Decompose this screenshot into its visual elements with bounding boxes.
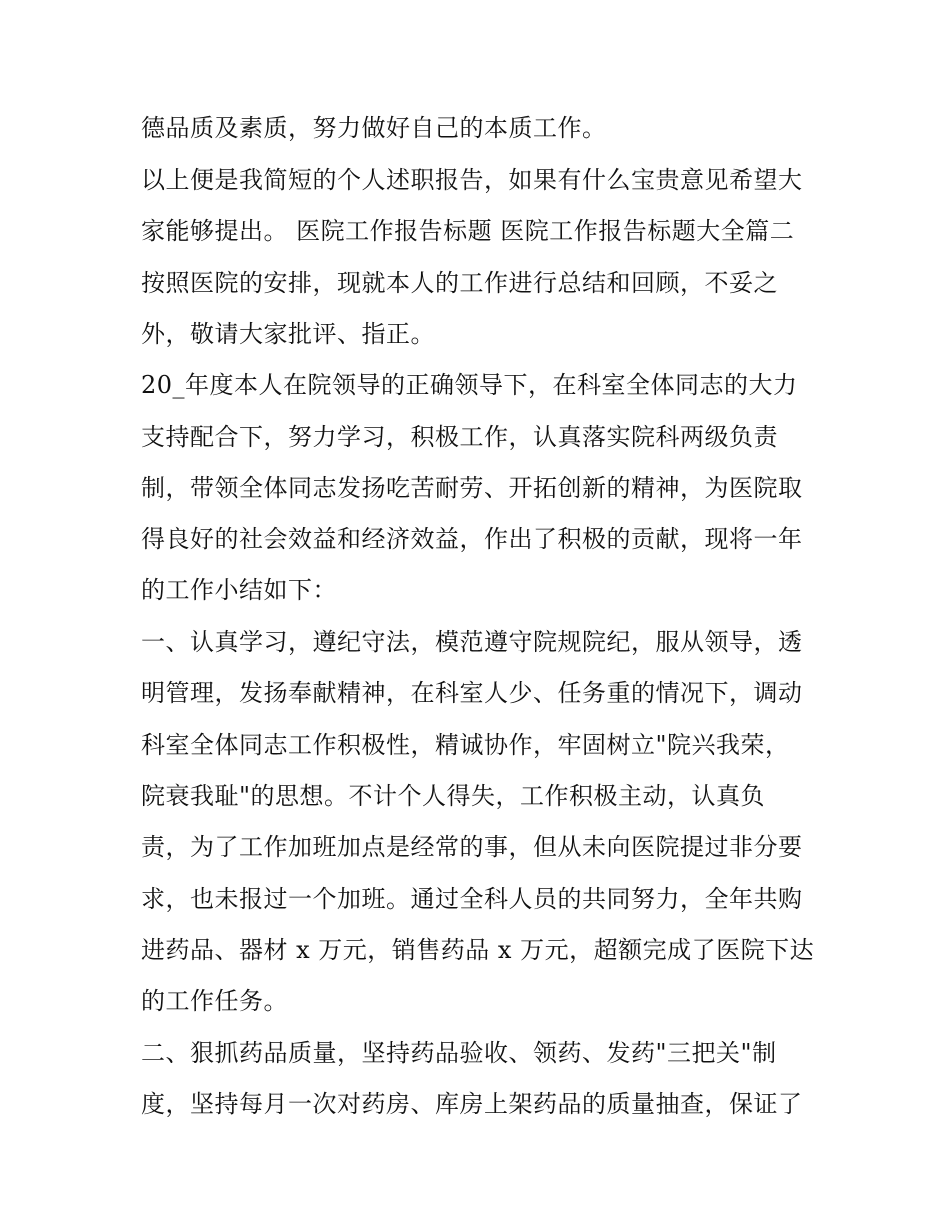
text-line: 按照医院的安排，现就本人的工作进行总结和回顾，不妥之 xyxy=(141,269,778,297)
text-line: 进药品、器材 x 万元，销售药品 x 万元，超额完成了医院下达 xyxy=(141,936,815,964)
text-line: 责，为了工作加班加点是经常的事，但从未向医院提过非分要 xyxy=(141,833,803,861)
text-line: 的工作任务。 xyxy=(141,987,288,1015)
text-line: 家能够提出。 医院工作报告标题 医院工作报告标题大全篇二 xyxy=(141,217,795,245)
text-line: 以上便是我简短的个人述职报告，如果有什么宝贵意见希望大 xyxy=(141,166,803,194)
text-line: 度，坚持每月一次对药房、库房上架药品的质量抽查，保证了 xyxy=(141,1090,803,1118)
text-line: 院衰我耻"的思想。不计个人得失，工作积极主动，认真负 xyxy=(141,782,766,810)
text-line: 科室全体同志工作积极性，精诚协作，牢固树立"院兴我荣， xyxy=(141,731,790,759)
text-line: 求，也未报过一个加班。通过全科人员的共同努力，全年共购 xyxy=(141,885,803,913)
text-line: 一、认真学习，遵纪守法，模范遵守院规院纪，服从领导，透 xyxy=(141,628,803,656)
text-line: 支持配合下，努力学习，积极工作，认真落实院科两级负责 xyxy=(141,423,778,451)
text-line: 制，带领全体同志发扬吃苦耐劳、开拓创新的精神，为医院取 xyxy=(141,474,803,502)
text-line: 德品质及素质，努力做好自己的本质工作。 xyxy=(141,114,607,142)
text-line: 外，敬请大家批评、指正。 xyxy=(141,320,435,348)
text-line: 明管理，发扬奉献精神，在科室人少、任务重的情况下，调动 xyxy=(141,679,803,707)
text-line: 的工作小结如下： xyxy=(141,576,337,604)
text-line: 得良好的社会效益和经济效益，作出了积极的贡献，现将一年 xyxy=(141,525,803,553)
text-line: 20_年度本人在院领导的正确领导下，在科室全体同志的大力 xyxy=(141,371,798,399)
text-line: 二、狠抓药品质量，坚持药品验收、领药、发药"三把关"制 xyxy=(141,1039,777,1067)
